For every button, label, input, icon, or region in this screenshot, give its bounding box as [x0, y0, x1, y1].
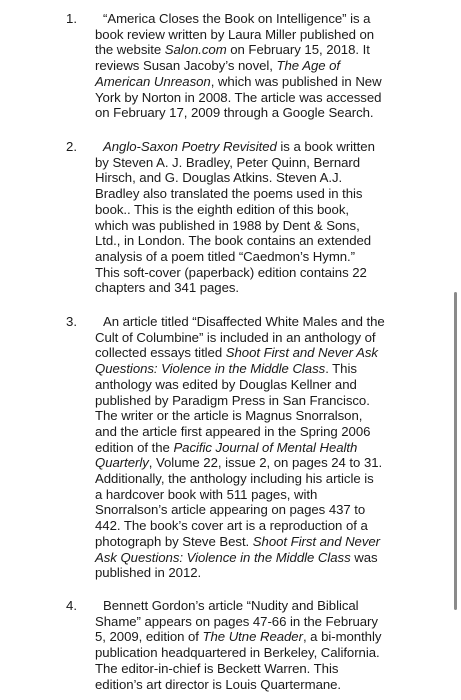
text-run: is a book written — [276, 139, 375, 154]
text-run: An article titled “Disaffected White Males and the — [103, 314, 385, 329]
text-run: collected essays titled — [95, 345, 226, 361]
text-run: was — [350, 549, 378, 565]
text-line — [95, 440, 408, 456]
text-line — [95, 598, 408, 614]
text-run: a hardcover book with 511 pages, with — [95, 486, 318, 502]
text-run: Additionally, the anthology including his article is — [95, 471, 374, 487]
text-run: analysis of a poem titled “Caedmon’s Hymn.” — [95, 248, 356, 264]
text-line — [95, 90, 408, 106]
italic-title: The Age of — [276, 58, 341, 74]
text-line — [95, 170, 408, 186]
text-line — [95, 518, 408, 534]
text-run: The writer or the article is Magnus Snorralson, — [95, 408, 363, 424]
text-line — [95, 377, 408, 393]
item-text — [95, 598, 408, 692]
text-line — [95, 677, 408, 693]
list-number: 4. — [66, 598, 77, 613]
text-run: by Steven A. J. Bradley, Peter Quinn, Bernard — [95, 154, 361, 170]
text-run: The editor-in-chief is Beckett Warren. This — [95, 660, 339, 676]
text-run: Ltd., in London. The book contains an extended — [95, 233, 372, 249]
text-line — [95, 139, 408, 155]
text-line — [95, 361, 408, 377]
text-line — [95, 502, 408, 518]
text-line — [95, 345, 408, 361]
text-line — [95, 27, 408, 43]
text-run: publication headquartered in Berkeley, California. — [95, 645, 380, 661]
italic-title: Anglo-Saxon Poetry Revisited — [103, 139, 277, 154]
text-run: the website — [95, 42, 165, 58]
text-run: 5, 2009, edition of — [95, 629, 203, 645]
item-text — [95, 314, 408, 581]
text-run: Snorralson’s article appearing on pages 437 to — [95, 502, 366, 518]
text-run: , Volume 22, issue 2, on pages 24 to 31. — [148, 455, 383, 471]
text-line — [95, 550, 408, 566]
italic-title: Ask Questions: Violence in the Middle Class — [95, 549, 351, 565]
text-line — [95, 565, 408, 581]
text-run: , which was published in New — [210, 73, 382, 89]
text-run: reviews Susan Jacoby’s novel, — [95, 58, 277, 74]
text-line — [95, 11, 408, 27]
text-line — [95, 314, 408, 330]
text-line — [95, 249, 408, 265]
text-run: on February 17, 2009 through a Google Search. — [95, 105, 374, 121]
italic-title: American Unreason — [95, 73, 211, 89]
text-run: published in 2012. — [95, 565, 202, 581]
text-line — [95, 614, 408, 630]
text-line — [95, 155, 408, 171]
text-run: Hirsch, and G. Douglas Atkins. Steven A.J. — [95, 170, 343, 186]
text-line — [95, 487, 408, 503]
text-run: book.. This is the eighth edition of this book, — [95, 201, 349, 217]
italic-title: Quarterly — [95, 455, 149, 471]
text-line — [95, 265, 408, 281]
text-run: 442. The book’s cover art is a reproduction of a — [95, 518, 368, 534]
text-run: edition of the — [95, 439, 174, 455]
item-text — [95, 139, 408, 296]
text-run: Shame” appears on pages 47-66 in the February — [95, 613, 378, 629]
text-line — [95, 280, 408, 296]
text-run: anthology was edited by Douglas Kellner and — [95, 376, 357, 392]
text-run: published by Paradigm Press in San Francisco. — [95, 392, 370, 408]
italic-title: Pacific Journal of Mental Health — [173, 439, 358, 455]
text-run: chapters and 341 pages. — [95, 280, 240, 296]
text-run: This soft-cover (paperback) edition contains 22 — [95, 264, 367, 280]
list-number: 1. — [66, 11, 77, 26]
text-run: “America Closes the Book on Intelligence” is a — [103, 11, 371, 26]
italic-title: Questions: Violence in the Middle Class — [95, 361, 326, 377]
text-run: . This — [325, 361, 357, 377]
text-run: photograph by Steve Best. — [95, 533, 253, 549]
text-run: book review written by Laura Miller published on — [95, 26, 375, 42]
text-line — [95, 58, 408, 74]
text-run: Bennett Gordon’s article “Nudity and Biblical — [103, 598, 359, 613]
text-line — [95, 330, 408, 346]
text-line — [95, 105, 408, 121]
text-line — [95, 233, 408, 249]
text-line — [95, 74, 408, 90]
text-line — [95, 455, 408, 471]
text-line — [95, 393, 408, 409]
text-run: edition’s art director is Louis Quartermane. — [95, 676, 342, 692]
scrollbar-thumb[interactable] — [454, 292, 457, 610]
italic-title: The Utne Reader — [202, 629, 303, 645]
text-line — [95, 645, 408, 661]
text-run: which was published in 1988 by Dent & Sons, — [95, 217, 360, 233]
text-run: and the article first appeared in the Spring 2006 — [95, 423, 371, 439]
text-line — [95, 42, 408, 58]
text-run: Cult of Columbine” is included in an anthology of — [95, 329, 376, 345]
list-number: 3. — [66, 314, 77, 329]
text-run: York by Norton in 2008. The article was accessed — [95, 89, 382, 105]
text-line — [95, 186, 408, 202]
text-line — [95, 424, 408, 440]
italic-title: Shoot First and Never — [252, 533, 381, 549]
italic-title: Shoot First and Never Ask — [225, 345, 378, 361]
list-number: 2. — [66, 139, 77, 154]
italic-title: Salon.com — [164, 42, 227, 58]
text-run: Bradley also translated the poems used in this — [95, 186, 363, 202]
text-run: on February 15, 2018. It — [226, 42, 370, 58]
text-run: , a bi-monthly — [302, 629, 382, 645]
text-line — [95, 408, 408, 424]
text-line — [95, 202, 408, 218]
text-line — [95, 218, 408, 234]
text-line — [95, 661, 408, 677]
item-text — [95, 11, 408, 121]
text-line — [95, 534, 408, 550]
text-line — [95, 471, 408, 487]
text-line — [95, 629, 408, 645]
